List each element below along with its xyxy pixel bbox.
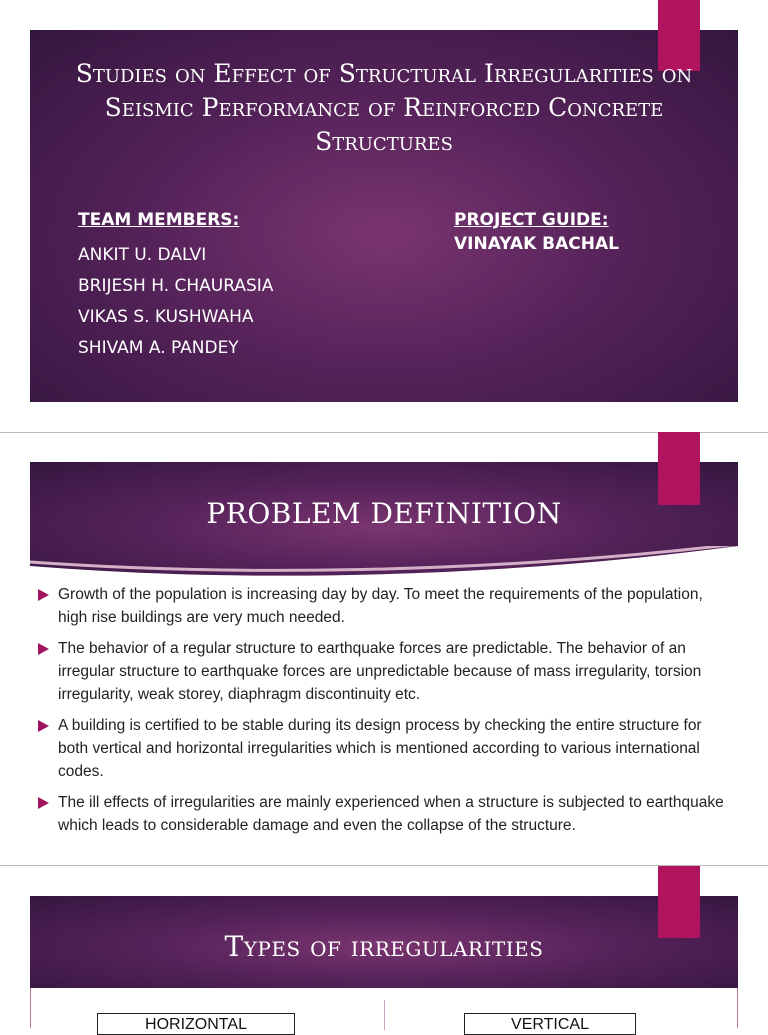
project-guide-heading: PROJECT GUIDE: xyxy=(454,210,609,230)
presentation-title: Studies on Effect of Structural Irregularities on Seismic Performance of Reinforced Concrete Structures xyxy=(75,59,693,156)
bullet-arrow-icon xyxy=(38,797,49,809)
team-members-heading: TEAM MEMBERS: xyxy=(78,210,240,230)
diagram-divider xyxy=(384,1000,385,1030)
list-item: The behavior of a regular structure to earthquake forces are predictable. The behavior of an irregular structure to earthquake forces are unpredictable because of mass irregularity, torsion irregularity, weak storey, diaphragm discontinuity etc. xyxy=(36,637,736,706)
team-member: ANKIT U. DALVI xyxy=(78,245,207,265)
slide-separator xyxy=(0,432,768,433)
slide-title: PROBLEM DEFINITION xyxy=(206,497,562,530)
list-item: Growth of the population is increasing day by day. To meet the requirements of the population, high rise buildings are very much needed. xyxy=(36,583,736,629)
slide-title: Types of irregularities xyxy=(224,930,544,963)
slide-separator xyxy=(0,865,768,866)
bullet-arrow-icon xyxy=(38,643,49,655)
bullet-arrow-icon xyxy=(38,720,49,732)
accent-tab xyxy=(658,432,700,505)
header-wave xyxy=(30,546,738,580)
problem-bullet-list xyxy=(36,583,736,845)
accent-tab xyxy=(658,866,700,938)
team-member: BRIJESH H. CHAURASIA xyxy=(78,276,274,296)
vertical-irregularity-box: VERTICAL xyxy=(464,1013,636,1035)
team-member: VIKAS S. KUSHWAHA xyxy=(78,307,254,327)
project-guide-name: VINAYAK BACHAL xyxy=(454,234,619,254)
list-item: The ill effects of irregularities are mainly experienced when a structure is subjected to earthquake which leads to considerable damage and even the collapse of the structure. xyxy=(36,791,736,837)
horizontal-irregularity-box: HORIZONTAL xyxy=(97,1013,295,1035)
team-members-list xyxy=(78,240,273,364)
list-item: A building is certified to be stable during its design process by checking the entire structure for both vertical and horizontal irregularities which is mentioned according to various international codes. xyxy=(36,714,736,783)
bullet-arrow-icon xyxy=(38,589,49,601)
team-member: SHIVAM A. PANDEY xyxy=(78,338,239,358)
